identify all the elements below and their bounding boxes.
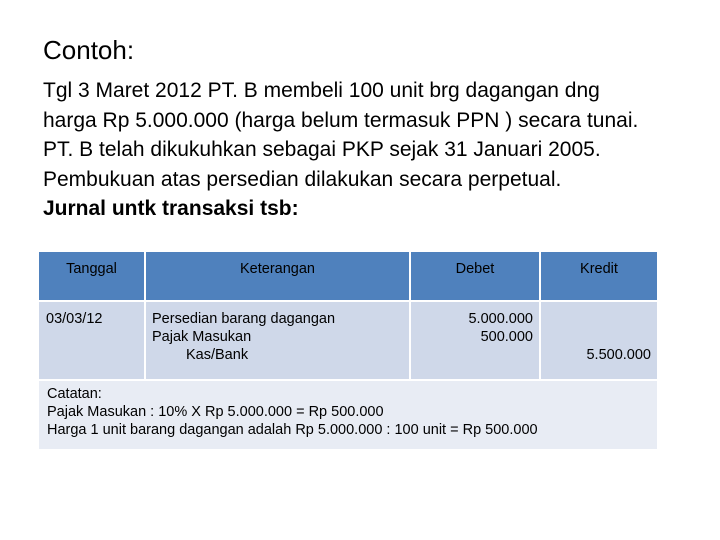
debit-line: 5.000.000 <box>468 311 533 327</box>
header-credit: Kredit <box>541 252 657 302</box>
desc-line-input-tax: Pajak Masukan <box>152 329 252 345</box>
note-line: Pajak Masukan : 10% X Rp 5.000.000 = Rp 500.000 <box>47 404 384 420</box>
note-line: Catatan: <box>47 386 102 402</box>
table-header-row <box>39 252 657 302</box>
cell-credit: 5.500.000 <box>541 302 657 379</box>
note-line: Harga 1 unit barang dagangan adalah Rp 5.000.000 : 100 unit = Rp 500.000 <box>47 422 538 438</box>
header-description: Keterangan <box>146 252 411 302</box>
journal-heading: Jurnal untk transaksi tsb: <box>43 197 299 220</box>
paragraph-line: harga Rp 5.000.000 (harga belum termasuk PPN ) secara tunai. <box>43 108 639 132</box>
slide-title: Contoh: <box>43 35 135 65</box>
cell-date: 03/03/12 <box>39 302 146 379</box>
desc-line-cash: Kas/Bank <box>186 347 249 363</box>
paragraph-line: PT. B telah dikukuhkan sebagai PKP sejak 31 Januari 2005. <box>43 138 601 161</box>
paragraph-line: Pembukuan atas persedian dilakukan secara perpetual. <box>43 167 562 191</box>
table-note <box>39 379 657 449</box>
paragraph-line: Tgl 3 Maret 2012 PT. B membeli 100 unit brg dagangan dng <box>43 79 600 102</box>
header-date: Tanggal <box>39 252 146 302</box>
table-row <box>39 302 657 379</box>
desc-line-inventory: Persedian barang dagangan <box>152 311 336 327</box>
example-paragraph <box>43 76 703 224</box>
cell-debit <box>411 302 541 379</box>
journal-table <box>39 252 657 449</box>
debit-line: 500.000 <box>480 329 533 345</box>
header-debit: Debet <box>411 252 541 302</box>
cell-description <box>146 302 411 379</box>
